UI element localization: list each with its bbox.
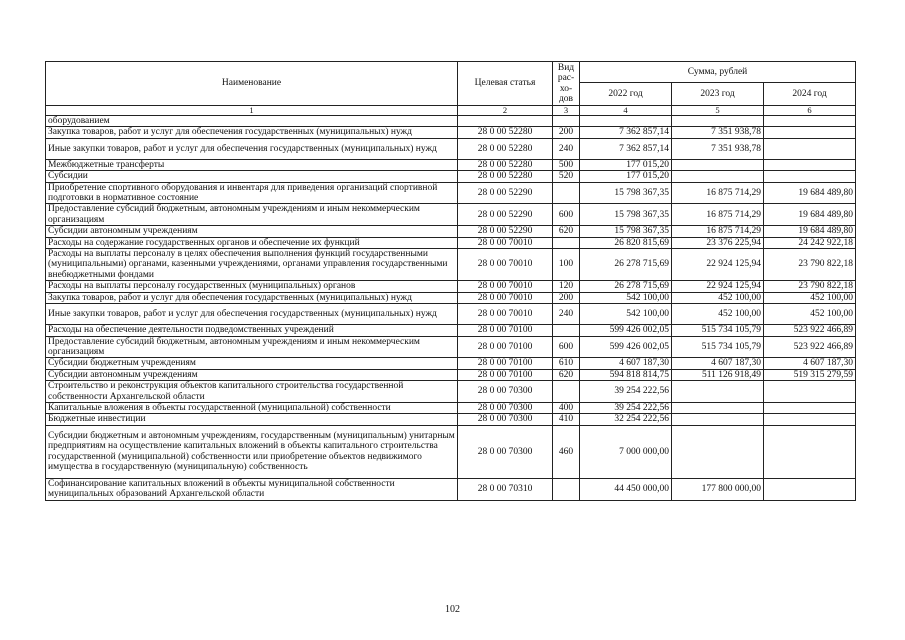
table-row	[46, 226, 856, 237]
row-2023-cell: 7 351 938,78	[672, 138, 764, 159]
row-vid-cell	[553, 237, 580, 248]
row-2023-cell: 515 734 105,79	[672, 336, 764, 358]
row-target-cell: 28 0 00 52280	[458, 171, 553, 182]
row-2023-cell: 177 800 000,00	[672, 478, 764, 500]
row-2022-cell: 26 278 715,69	[580, 281, 672, 292]
row-2023-cell	[672, 116, 764, 127]
row-target-cell: 28 0 00 52280	[458, 138, 553, 159]
row-2023-cell: 16 875 714,29	[672, 226, 764, 237]
row-name-cell: Иные закупки товаров, работ и услуг для обеспечения государственных (муниципальных) нужд	[46, 304, 458, 325]
row-name-cell: Субсидии автономным учреждениям	[46, 226, 458, 237]
row-name-cell: Расходы на содержание государственных органов и обеспечение их функций	[46, 237, 458, 248]
column-index: 2	[458, 106, 553, 116]
row-name-cell: Иные закупки товаров, работ и услуг для обеспечения государственных (муниципальных) нужд	[46, 138, 458, 159]
table-row	[46, 204, 856, 226]
row-2024-cell	[764, 402, 856, 413]
column-index: 5	[672, 106, 764, 116]
row-name-cell: Капитальные вложения в объекты государственной (муниципальной) собственности	[46, 402, 458, 413]
row-vid-cell: 520	[553, 171, 580, 182]
row-2023-cell: 23 376 225,94	[672, 237, 764, 248]
row-2024-cell: 24 242 922,18	[764, 237, 856, 248]
row-vid-cell	[553, 381, 580, 403]
row-2024-cell: 23 790 822,18	[764, 249, 856, 281]
row-2023-cell: 452 100,00	[672, 292, 764, 303]
row-name-cell: Предоставление субсидий бюджетным, автономным учреждениям и иным некоммерческим организациям	[46, 336, 458, 358]
table-row	[46, 325, 856, 336]
row-vid-cell: 200	[553, 127, 580, 138]
row-vid-cell: 610	[553, 358, 580, 369]
row-vid-cell: 240	[553, 304, 580, 325]
row-name-cell: Расходы на выплаты персоналу государственных (муниципальных) органов	[46, 281, 458, 292]
row-2022-cell: 32 254 222,56	[580, 414, 672, 425]
row-target-cell: 28 0 00 52290	[458, 182, 553, 204]
table-row	[46, 336, 856, 358]
row-vid-cell	[553, 116, 580, 127]
row-2022-cell: 26 278 715,69	[580, 249, 672, 281]
row-vid-cell	[553, 325, 580, 336]
row-2022-cell: 542 100,00	[580, 304, 672, 325]
table-row	[46, 304, 856, 325]
row-target-cell: 28 0 00 70010	[458, 249, 553, 281]
row-target-cell: 28 0 00 70300	[458, 381, 553, 403]
column-index: 1	[46, 106, 458, 116]
header-vid: Вид рас-хо-дов	[553, 62, 580, 106]
table-row	[46, 478, 856, 500]
table-row	[46, 171, 856, 182]
table-row	[46, 369, 856, 380]
row-target-cell: 28 0 00 70010	[458, 281, 553, 292]
row-vid-cell	[553, 478, 580, 500]
row-2022-cell: 542 100,00	[580, 292, 672, 303]
row-target-cell: 28 0 00 52280	[458, 127, 553, 138]
row-2023-cell: 16 875 714,29	[672, 204, 764, 226]
row-vid-cell	[553, 182, 580, 204]
row-2022-cell: 44 450 000,00	[580, 478, 672, 500]
row-2024-cell: 523 922 466,89	[764, 336, 856, 358]
row-2022-cell: 599 426 002,05	[580, 325, 672, 336]
row-2022-cell: 4 607 187,30	[580, 358, 672, 369]
header-name: Наименование	[46, 62, 458, 106]
row-vid-cell: 240	[553, 138, 580, 159]
header-sum: Сумма, рублей	[580, 62, 856, 83]
row-vid-cell: 120	[553, 281, 580, 292]
row-name-cell: оборудованием	[46, 116, 458, 127]
row-2022-cell: 7 362 857,14	[580, 138, 672, 159]
row-2024-cell	[764, 414, 856, 425]
column-index: 4	[580, 106, 672, 116]
row-target-cell: 28 0 00 70300	[458, 414, 553, 425]
row-vid-cell: 600	[553, 336, 580, 358]
row-2022-cell: 177 015,20	[580, 159, 672, 170]
column-index: 3	[553, 106, 580, 116]
row-vid-cell: 410	[553, 414, 580, 425]
row-2024-cell: 19 684 489,80	[764, 226, 856, 237]
row-2024-cell	[764, 381, 856, 403]
row-vid-cell: 460	[553, 425, 580, 478]
row-2022-cell: 15 798 367,35	[580, 204, 672, 226]
row-2024-cell: 523 922 466,89	[764, 325, 856, 336]
table-row	[46, 159, 856, 170]
row-2024-cell	[764, 159, 856, 170]
row-vid-cell: 100	[553, 249, 580, 281]
row-vid-cell: 620	[553, 226, 580, 237]
row-target-cell: 28 0 00 70010	[458, 237, 553, 248]
row-2024-cell: 19 684 489,80	[764, 182, 856, 204]
row-2023-cell	[672, 425, 764, 478]
row-vid-cell: 500	[553, 159, 580, 170]
table-row	[46, 237, 856, 248]
row-name-cell: Закупка товаров, работ и услуг для обеспечения государственных (муниципальных) нужд	[46, 292, 458, 303]
table-row	[46, 116, 856, 127]
table-row	[46, 414, 856, 425]
row-2024-cell	[764, 138, 856, 159]
row-2024-cell	[764, 425, 856, 478]
row-target-cell: 28 0 00 70100	[458, 358, 553, 369]
row-2022-cell: 26 820 815,69	[580, 237, 672, 248]
table-row	[46, 381, 856, 403]
table-row	[46, 127, 856, 138]
row-name-cell: Расходы на выплаты персоналу в целях обеспечения выполнения функций государственными (муниципальными) органами, казенными учреждениями, органами управления государственными внебюджетными фондами	[46, 249, 458, 281]
row-2023-cell: 515 734 105,79	[672, 325, 764, 336]
row-name-cell: Предоставление субсидий бюджетным, автономным учреждениям и иным некоммерческим организациям	[46, 204, 458, 226]
header-target: Целевая статья	[458, 62, 553, 106]
row-name-cell: Субсидии бюджетным учреждениям	[46, 358, 458, 369]
row-2024-cell	[764, 478, 856, 500]
row-target-cell: 28 0 00 70310	[458, 478, 553, 500]
row-target-cell	[458, 116, 553, 127]
row-2024-cell: 452 100,00	[764, 304, 856, 325]
row-2022-cell: 7 000 000,00	[580, 425, 672, 478]
row-2023-cell	[672, 159, 764, 170]
table-row	[46, 281, 856, 292]
row-2022-cell: 15 798 367,35	[580, 182, 672, 204]
budget-table	[45, 61, 856, 501]
row-2023-cell	[672, 402, 764, 413]
row-2023-cell: 4 607 187,30	[672, 358, 764, 369]
row-target-cell: 28 0 00 52280	[458, 159, 553, 170]
table-row	[46, 425, 856, 478]
row-vid-cell: 400	[553, 402, 580, 413]
row-2022-cell: 39 254 222,56	[580, 381, 672, 403]
row-2023-cell	[672, 414, 764, 425]
row-2022-cell	[580, 116, 672, 127]
row-target-cell: 28 0 00 70100	[458, 336, 553, 358]
column-index-row	[46, 106, 856, 116]
table-row	[46, 138, 856, 159]
row-2022-cell: 177 015,20	[580, 171, 672, 182]
column-index: 6	[764, 106, 856, 116]
row-target-cell: 28 0 00 70300	[458, 425, 553, 478]
row-name-cell: Приобретение спортивного оборудования и инвентаря для приведения организаций спортивной подготовки в нормативное состояние	[46, 182, 458, 204]
row-2023-cell: 22 924 125,94	[672, 249, 764, 281]
table-row	[46, 249, 856, 281]
row-2024-cell: 19 684 489,80	[764, 204, 856, 226]
row-target-cell: 28 0 00 52290	[458, 204, 553, 226]
row-2022-cell: 594 818 814,75	[580, 369, 672, 380]
row-2024-cell: 4 607 187,30	[764, 358, 856, 369]
row-name-cell: Субсидии	[46, 171, 458, 182]
table-row	[46, 358, 856, 369]
row-vid-cell: 600	[553, 204, 580, 226]
header-year-2023: 2023 год	[672, 83, 764, 106]
row-2023-cell: 16 875 714,29	[672, 182, 764, 204]
row-2024-cell	[764, 116, 856, 127]
row-2024-cell: 23 790 822,18	[764, 281, 856, 292]
row-target-cell: 28 0 00 70100	[458, 325, 553, 336]
table-row	[46, 292, 856, 303]
row-name-cell: Субсидии бюджетным и автономным учреждениям, государственным (муниципальным) унитарным предприятиям на осуществление капитальных вложений в объекты капитального строительства государственной (муниципальной) собственности или приобретение объектов недвижимого имущества в государственную (муниципальную) собственность	[46, 425, 458, 478]
row-name-cell: Бюджетные инвестиции	[46, 414, 458, 425]
row-target-cell: 28 0 00 52290	[458, 226, 553, 237]
row-vid-cell: 200	[553, 292, 580, 303]
row-2023-cell	[672, 171, 764, 182]
row-2024-cell	[764, 171, 856, 182]
row-name-cell: Строительство и реконструкция объектов капитального строительства государственной собственности Архангельской области	[46, 381, 458, 403]
row-2023-cell: 7 351 938,78	[672, 127, 764, 138]
row-2023-cell: 22 924 125,94	[672, 281, 764, 292]
row-target-cell: 28 0 00 70010	[458, 292, 553, 303]
row-2023-cell: 511 126 918,49	[672, 369, 764, 380]
row-target-cell: 28 0 00 70010	[458, 304, 553, 325]
row-name-cell: Субсидии автономным учреждениям	[46, 369, 458, 380]
row-2024-cell: 452 100,00	[764, 292, 856, 303]
row-2023-cell	[672, 381, 764, 403]
row-2022-cell: 15 798 367,35	[580, 226, 672, 237]
table-row	[46, 182, 856, 204]
row-2022-cell: 7 362 857,14	[580, 127, 672, 138]
table-row	[46, 402, 856, 413]
row-name-cell: Софинансирование капитальных вложений в объекты муниципальной собственности муниципальных образований Архангельской области	[46, 478, 458, 500]
header-year-2022: 2022 год	[580, 83, 672, 106]
row-2022-cell: 39 254 222,56	[580, 402, 672, 413]
row-name-cell: Расходы на обеспечение деятельности подведомственных учреждений	[46, 325, 458, 336]
row-target-cell: 28 0 00 70100	[458, 369, 553, 380]
row-name-cell: Закупка товаров, работ и услуг для обеспечения государственных (муниципальных) нужд	[46, 127, 458, 138]
row-target-cell: 28 0 00 70300	[458, 402, 553, 413]
row-2023-cell: 452 100,00	[672, 304, 764, 325]
header-year-2024: 2024 год	[764, 83, 856, 106]
row-2024-cell: 519 315 279,59	[764, 369, 856, 380]
page-number: 102	[445, 604, 460, 615]
row-2024-cell	[764, 127, 856, 138]
row-2022-cell: 599 426 002,05	[580, 336, 672, 358]
row-vid-cell: 620	[553, 369, 580, 380]
row-name-cell: Межбюджетные трансферты	[46, 159, 458, 170]
